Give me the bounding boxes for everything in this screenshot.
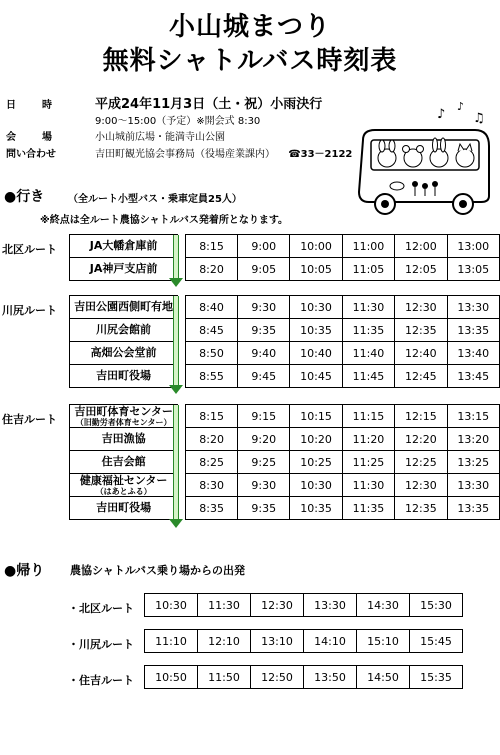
departure-time-cell: 8:20 — [185, 258, 237, 281]
table-row — [70, 258, 500, 281]
table-row — [70, 474, 500, 497]
svg-text:♫: ♫ — [473, 111, 485, 126]
table-row — [70, 365, 500, 388]
return-subtitle: 農協シャトルバス乗り場からの出発 — [70, 564, 246, 577]
page-subtitle: 無料シャトルバス時刻表 — [102, 46, 398, 76]
stop-name-cell — [70, 235, 178, 258]
departure-time-cell: 9:45 — [238, 365, 290, 388]
contact-value — [95, 145, 352, 160]
departure-time-cell: 13:00 — [447, 235, 499, 258]
svg-text:♪: ♪ — [457, 100, 465, 113]
table-row — [70, 428, 500, 451]
departure-time-cell: 10:20 — [290, 428, 342, 451]
return-time-cell: 10:30 — [145, 594, 198, 617]
return-time-cell: 14:50 — [357, 666, 410, 689]
departure-time-cell: 10:35 — [290, 497, 342, 520]
departure-time-cell: 13:45 — [447, 365, 499, 388]
departure-time-cell: 11:30 — [342, 474, 394, 497]
departure-time-cell: 11:35 — [342, 319, 394, 342]
stop-name-cell — [70, 296, 178, 319]
departure-time-cell: 10:25 — [290, 451, 342, 474]
return-label-kitaku: ・北区ルート — [68, 602, 134, 615]
return-time-cell: 13:30 — [304, 594, 357, 617]
return-timetable-kitaku — [144, 593, 463, 617]
contact-phone: ☎33－2122 — [288, 149, 353, 160]
route-direction-arrow — [170, 235, 182, 287]
return-time-cell: 10:50 — [145, 666, 198, 689]
table-row — [145, 666, 463, 689]
stop-name: 健康福祉センター — [79, 473, 168, 487]
departure-time-cell: 11:30 — [342, 296, 394, 319]
departure-time-cell: 9:20 — [238, 428, 290, 451]
stop-name-cell — [70, 365, 178, 388]
stop-name: 吉田町体育センター — [74, 404, 173, 418]
table-row — [70, 319, 500, 342]
stop-name-cell — [70, 451, 178, 474]
return-time-cell: 11:30 — [198, 594, 251, 617]
departure-time-cell: 8:55 — [185, 365, 237, 388]
stop-name: JA神戸支店前 — [89, 262, 158, 275]
stop-name-cell — [70, 428, 178, 451]
departure-time-cell: 8:35 — [186, 497, 238, 520]
departure-time-cell: 8:25 — [186, 451, 238, 474]
return-time-cell: 13:50 — [304, 666, 357, 689]
departure-time-cell: 10:30 — [290, 474, 342, 497]
departure-time-cell: 11:00 — [342, 235, 394, 258]
departure-time-cell: 9:00 — [238, 235, 290, 258]
departure-time-cell: 10:00 — [290, 235, 342, 258]
venue-value: 小山城前広場・能満寺山公園 — [95, 132, 225, 143]
departure-time-cell: 13:35 — [447, 497, 499, 520]
outbound-terminal-note: ※終点は全ルート農協シャトルバス発着所となります。 — [40, 215, 289, 226]
return-time-cell: 14:30 — [357, 594, 410, 617]
bus-illustration — [355, 100, 495, 220]
departure-time-cell: 9:40 — [238, 342, 290, 365]
departure-time-cell: 12:40 — [395, 342, 447, 365]
outbound-heading: ●行き — [4, 189, 45, 205]
departure-time-cell: 13:25 — [447, 451, 499, 474]
departure-time-cell: 9:05 — [238, 258, 290, 281]
outbound-capacity-note: （全ルート小型バス・乗車定員25人） — [68, 194, 242, 205]
svg-text:♪: ♪ — [437, 107, 446, 122]
route-label-kitaku: 北区ルート — [2, 243, 57, 256]
stop-name: 吉田公園西側町有地 — [74, 300, 174, 313]
time-value: 9:00〜15:00（予定）※開会式 8:30 — [95, 116, 261, 127]
contact-label: 問い合わせ — [6, 149, 56, 160]
return-label-kawashiri: ・川尻ルート — [68, 638, 134, 651]
departure-time-cell: 11:45 — [342, 365, 394, 388]
return-time-cell: 13:10 — [251, 630, 304, 653]
departure-time-cell: 9:30 — [238, 296, 290, 319]
table-row — [70, 405, 500, 428]
table-row — [70, 296, 500, 319]
departure-time-cell: 10:15 — [290, 405, 342, 428]
departure-time-cell: 11:15 — [342, 405, 394, 428]
departure-time-cell: 10:35 — [290, 319, 342, 342]
departure-time-cell: 10:30 — [290, 296, 342, 319]
return-timetable-kawashiri — [144, 629, 463, 653]
departure-time-cell: 8:20 — [186, 428, 238, 451]
route-direction-arrow — [170, 296, 182, 394]
departure-time-cell: 9:35 — [238, 319, 290, 342]
return-time-cell: 11:10 — [145, 630, 198, 653]
date-value: 平成24年11月3日（土・祝）小雨決行 — [95, 97, 323, 112]
stop-name-cell — [70, 258, 178, 281]
date-label: 日 時 — [6, 100, 54, 111]
timetable-kitaku — [69, 234, 500, 281]
departure-time-cell: 12:30 — [395, 474, 447, 497]
departure-time-cell: 10:45 — [290, 365, 342, 388]
stop-name-note: （旧勤労者体育センター） — [75, 417, 172, 427]
stop-name: 高畑公会堂前 — [90, 346, 157, 359]
venue-label: 会 場 — [6, 132, 54, 143]
stop-name: 吉田町役場 — [96, 501, 152, 514]
music-note-icon — [437, 100, 485, 126]
departure-time-cell: 11:20 — [342, 428, 394, 451]
stop-name-note: （はあとふる） — [95, 486, 152, 496]
departure-time-cell: 12:30 — [395, 296, 447, 319]
stop-name-cell — [70, 405, 178, 428]
stop-name-cell — [70, 342, 178, 365]
table-row — [70, 451, 500, 474]
return-time-cell: 12:10 — [198, 630, 251, 653]
departure-time-cell: 9:35 — [238, 497, 290, 520]
page-title: 小山城まつり — [168, 12, 331, 42]
stop-name: JA大幡倉庫前 — [89, 239, 158, 252]
departure-time-cell: 12:35 — [395, 497, 447, 520]
departure-time-cell: 13:40 — [447, 342, 499, 365]
departure-time-cell: 12:00 — [395, 235, 447, 258]
departure-time-cell: 12:05 — [395, 258, 447, 281]
departure-time-cell: 10:05 — [290, 258, 342, 281]
stop-name-cell — [70, 474, 178, 497]
departure-time-cell: 8:45 — [185, 319, 237, 342]
stop-name-cell — [70, 319, 178, 342]
departure-time-cell: 11:25 — [342, 451, 394, 474]
contact-office: 吉田町観光協会事務局（役場産業課内） — [95, 149, 275, 160]
stop-name: 川尻会館前 — [96, 323, 152, 336]
return-time-cell: 11:50 — [198, 666, 251, 689]
route-label-kawashiri: 川尻ルート — [2, 304, 57, 317]
table-row — [145, 594, 463, 617]
departure-time-cell: 13:30 — [447, 296, 499, 319]
departure-time-cell: 12:15 — [395, 405, 447, 428]
return-time-cell: 15:35 — [410, 666, 463, 689]
timetable-sumiyoshi — [69, 404, 500, 520]
return-time-cell: 15:30 — [410, 594, 463, 617]
table-row — [145, 630, 463, 653]
return-time-cell: 15:10 — [357, 630, 410, 653]
departure-time-cell: 8:15 — [186, 405, 238, 428]
stop-name-cell — [70, 497, 178, 520]
departure-time-cell: 9:15 — [238, 405, 290, 428]
timetable-kawashiri — [69, 295, 500, 388]
departure-time-cell: 8:40 — [185, 296, 237, 319]
return-time-cell: 15:45 — [410, 630, 463, 653]
stop-name: 住吉会館 — [101, 455, 146, 468]
departure-time-cell: 9:30 — [238, 474, 290, 497]
departure-time-cell: 12:25 — [395, 451, 447, 474]
return-time-cell: 12:30 — [251, 594, 304, 617]
departure-time-cell: 12:45 — [395, 365, 447, 388]
route-label-sumiyoshi: 住吉ルート — [2, 413, 57, 426]
departure-time-cell: 13:20 — [447, 428, 499, 451]
route-direction-arrow — [170, 405, 182, 528]
departure-time-cell: 13:30 — [447, 474, 499, 497]
departure-time-cell: 8:50 — [185, 342, 237, 365]
departure-time-cell: 10:40 — [290, 342, 342, 365]
departure-time-cell: 11:40 — [342, 342, 394, 365]
departure-time-cell: 9:25 — [238, 451, 290, 474]
return-time-cell: 12:50 — [251, 666, 304, 689]
stop-name: 吉田町役場 — [96, 369, 152, 382]
departure-time-cell: 12:35 — [395, 319, 447, 342]
table-row — [70, 497, 500, 520]
return-timetable-sumiyoshi — [144, 665, 463, 689]
departure-time-cell: 13:35 — [447, 319, 499, 342]
return-heading: ●帰り — [4, 563, 45, 579]
departure-time-cell: 8:30 — [186, 474, 238, 497]
departure-time-cell: 13:05 — [447, 258, 499, 281]
departure-time-cell: 11:35 — [342, 497, 394, 520]
table-row — [70, 342, 500, 365]
departure-time-cell: 12:20 — [395, 428, 447, 451]
table-row — [70, 235, 500, 258]
departure-time-cell: 13:15 — [447, 405, 499, 428]
departure-time-cell: 11:05 — [342, 258, 394, 281]
return-time-cell: 14:10 — [304, 630, 357, 653]
stop-name: 吉田漁協 — [101, 432, 146, 445]
departure-time-cell: 8:15 — [185, 235, 237, 258]
return-label-sumiyoshi: ・住吉ルート — [68, 674, 134, 687]
